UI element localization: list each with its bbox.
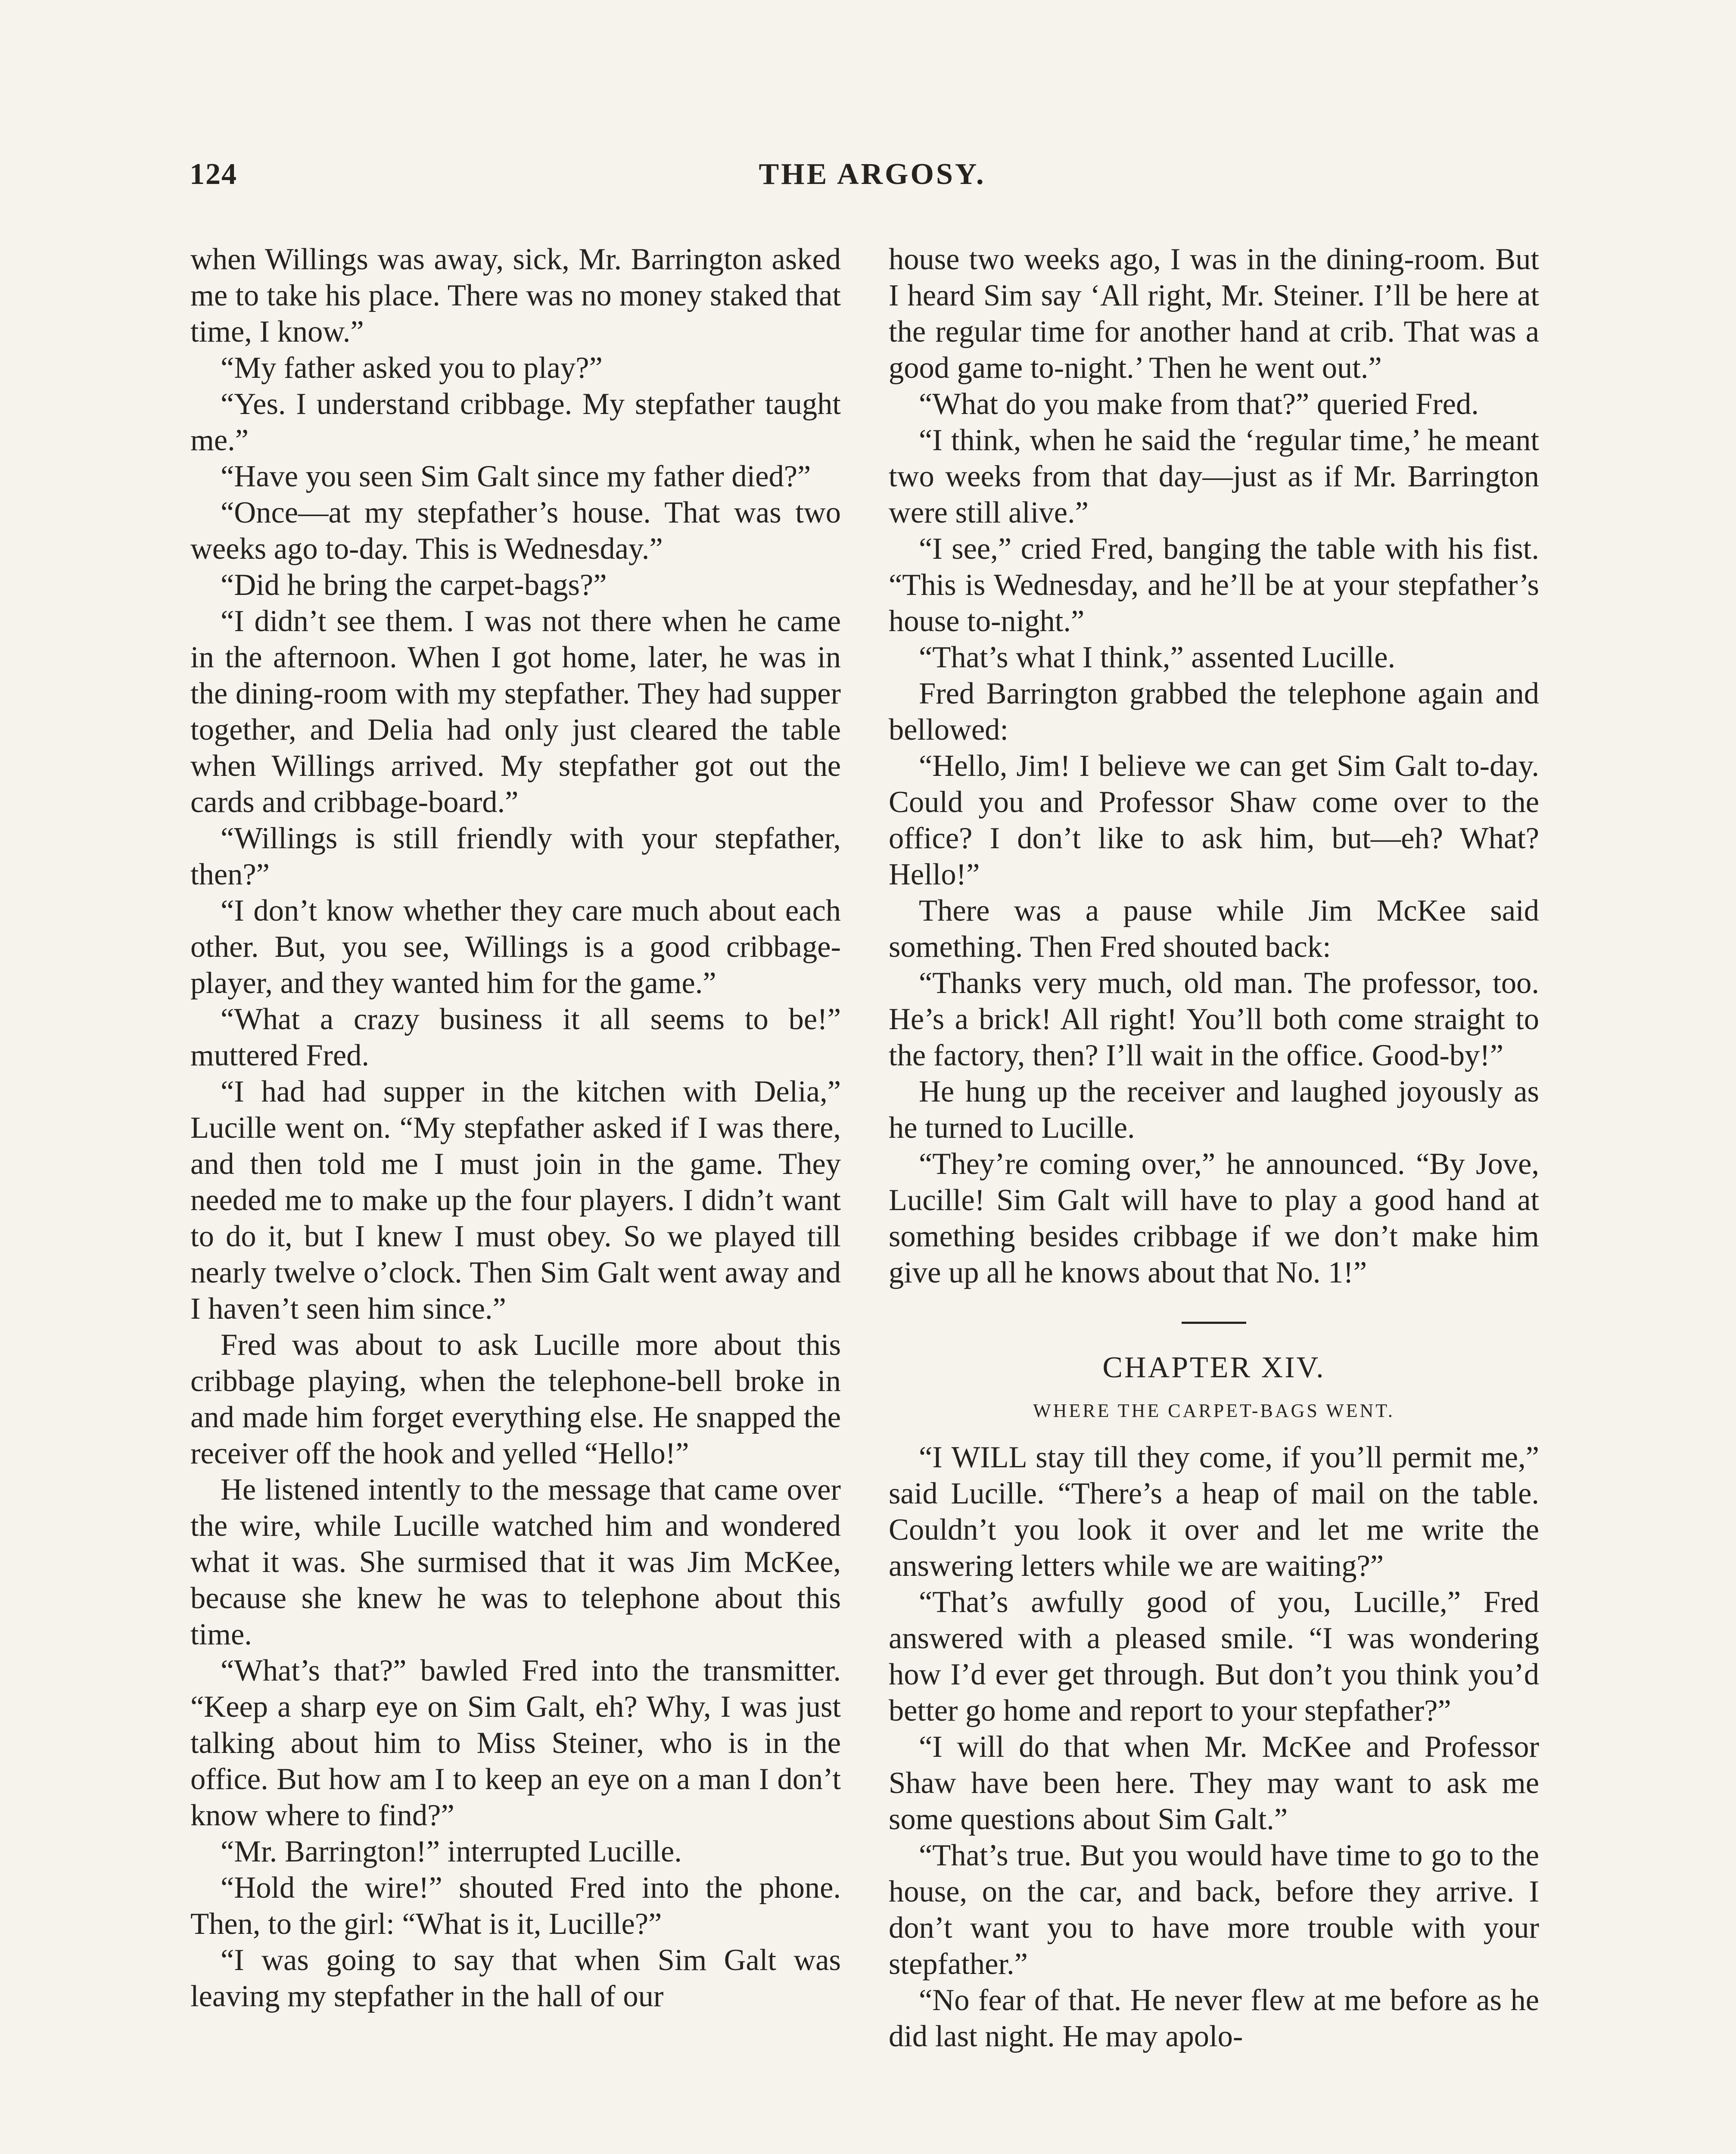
- paragraph: “They’re coming over,” he announced. “By Jove, Lucille! Sim Galt will have to play a good hand at something besides cribbage if we don’t make him give up all he knows about that No. 1!”: [889, 1147, 1539, 1289]
- paragraph: “That’s what I think,” assented Lucille.: [919, 641, 1396, 674]
- paragraph: Fred was about to ask Lucille more about this cribbage playing, when the telephone-bell broke in and made him forget everything else. He snapped the receiver off the hook and yelled “Hello!”: [190, 1328, 841, 1470]
- paragraph: “Did he bring the carpet-bags?”: [221, 568, 607, 602]
- paragraph: “What do you make from that?” queried Fred.: [919, 387, 1479, 421]
- right-column: [889, 241, 1539, 2054]
- paragraph: “I had had supper in the kitchen with Delia,” Lucille went on. “My stepfather asked if I was there, and then told me I must join in the game. They needed me to make up the four players. I didn’t want to do it, but I knew I must obey. So we played till nearly twelve o’clock. Then Sim Galt went away and I haven’t seen him since.”: [190, 1075, 841, 1326]
- paragraph: house two weeks ago, I was in the dining-room. But I heard Sim say ‘All right, Mr. Steiner. I’ll be here at the regular time for another hand at crib. That was a good game to-night.’ Then he went out.”: [889, 243, 1539, 385]
- page-header: [190, 157, 1555, 205]
- paragraph: “I see,” cried Fred, banging the table with his fist. “This is Wednesday, and he’ll be at your stepfather’s house to-night.”: [889, 532, 1539, 638]
- paragraph: “Have you seen Sim Galt since my father died?”: [221, 460, 811, 493]
- running-title: THE ARGOSY.: [759, 158, 986, 191]
- page-number: 124: [190, 158, 237, 191]
- paragraph: “I didn’t see them. I was not there when he came in the afternoon. When I got home, later, he was in the dining-room with my stepfather. They had supper together, and Delia had only just cleared the table when Willings arrived. My stepfather got out the cards and cribbage-board.”: [190, 604, 841, 819]
- chapter-divider: [1182, 1322, 1246, 1324]
- paragraph: when Willings was away, sick, Mr. Barrington asked me to take his place. There was no money staked that time, I know.”: [190, 243, 841, 349]
- paragraph: “What’s that?” bawled Fred into the transmitter. “Keep a sharp eye on Sim Galt, eh? Why, I was just talking about him to Miss Steiner, who is in the office. But how am I to keep an eye on a man I don’t know where to find?”: [190, 1654, 841, 1832]
- paragraph: He listened intently to the message that came over the wire, while Lucille watched him and wondered what it was. She surmised that it was Jim McKee, because she knew he was to telephone about this time.: [190, 1473, 841, 1651]
- paragraph: “What a crazy business it all seems to be!” muttered Fred.: [190, 1002, 841, 1072]
- right-paragraphs-after-chapter: [889, 1439, 1539, 2054]
- left-column: [190, 241, 841, 2014]
- paragraph: “I was going to say that when Sim Galt was leaving my stepfather in the hall of our: [190, 1943, 841, 2013]
- chapter-subtitle: WHERE THE CARPET-BAGS WENT.: [1033, 1400, 1395, 1421]
- paragraph: He hung up the receiver and laughed joyously as he turned to Lucille.: [889, 1075, 1539, 1145]
- paragraph: “Once—at my stepfather’s house. That was two weeks ago to-day. This is Wednesday.”: [190, 496, 841, 566]
- paragraph: “I WILL stay till they come, if you’ll permit me,” said Lucille. “There’s a heap of mail on the table. Couldn’t you look it over and let me write the answering letters while we are waiting?”: [889, 1441, 1539, 1583]
- paragraph: “Hello, Jim! I believe we can get Sim Galt to-day. Could you and Professor Shaw come over to the office? I don’t like to ask him, but—eh? What? Hello!”: [889, 749, 1539, 891]
- paragraph: “Mr. Barrington!” interrupted Lucille.: [221, 1835, 682, 1868]
- paragraph: “I don’t know whether they care much about each other. But, you see, Willings is a good cribbage-player, and they wanted him for the game.”: [190, 894, 841, 1000]
- right-paragraphs-before-chapter: [889, 241, 1539, 1291]
- paragraph: “Thanks very much, old man. The professor, too. He’s a brick! All right! You’ll both come straight to the factory, then? I’ll wait in the office. Good-by!”: [889, 966, 1539, 1072]
- paragraph: Fred Barrington grabbed the telephone again and bellowed:: [889, 677, 1539, 747]
- paragraph: There was a pause while Jim McKee said something. Then Fred shouted back:: [889, 894, 1539, 964]
- chapter-title: CHAPTER XIV.: [1102, 1351, 1325, 1384]
- paragraph: “I will do that when Mr. McKee and Professor Shaw have been here. They may want to ask me some questions about Sim Galt.”: [889, 1730, 1539, 1836]
- paragraph: “My father asked you to play?”: [221, 351, 603, 385]
- paragraph: “That’s awfully good of you, Lucille,” Fred answered with a pleased smile. “I was wondering how I’d ever get through. But don’t you think you’d better go home and report to your stepfather?”: [889, 1585, 1539, 1728]
- paragraph: “Hold the wire!” shouted Fred into the phone. Then, to the girl: “What is it, Lucille?”: [190, 1871, 841, 1941]
- paragraph: “That’s true. But you would have time to go to the house, on the car, and back, before they arrive. I don’t want you to have more trouble with your stepfather.”: [889, 1839, 1539, 1981]
- paragraph: “No fear of that. He never flew at me before as he did last night. He may apolo-: [889, 1983, 1539, 2053]
- left-paragraphs: [190, 241, 841, 2014]
- paragraph: “I think, when he said the ‘regular time,’ he meant two weeks from that day—just as if Mr. Barrington were still alive.”: [889, 423, 1539, 529]
- paragraph: “Willings is still friendly with your stepfather, then?”: [190, 822, 841, 891]
- paragraph: “Yes. I understand cribbage. My stepfather taught me.”: [190, 387, 841, 457]
